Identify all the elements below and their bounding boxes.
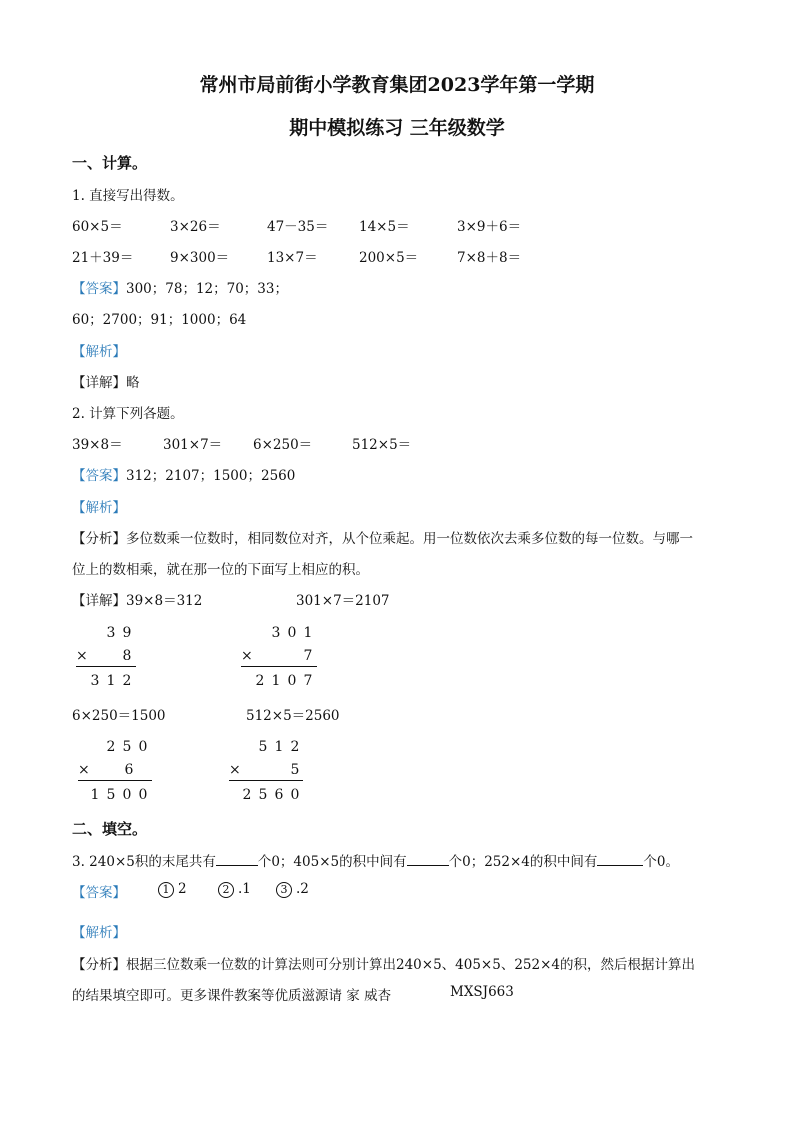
q3-text: 个0。 [643, 854, 679, 870]
digit: 3 [90, 673, 100, 689]
circled-number: 2 [218, 882, 234, 898]
q2-detail [72, 589, 202, 609]
circled-number: 1 [158, 882, 174, 898]
q1-item: 21＋39＝ [72, 250, 134, 266]
digit: 1 [303, 625, 313, 641]
q3-text: 个0；252×4的积中间有 [448, 854, 598, 870]
times-sign: × [229, 762, 241, 778]
digit: 5 [106, 787, 116, 803]
answer-text: 312；2107；1500；2560 [126, 468, 296, 484]
answer-item [158, 881, 187, 898]
digit: 1 [274, 739, 284, 755]
digit: 9 [122, 625, 132, 641]
q1-item: 3×26＝ [170, 219, 221, 235]
digit: 2 [255, 673, 265, 689]
answer-tag: 【答案】 [72, 468, 126, 484]
digit: 7 [303, 648, 313, 664]
answer-tag: 【答案】 [72, 885, 126, 901]
analysis-tag: 【解析】 [72, 500, 126, 516]
digit: 0 [287, 673, 297, 689]
q2-item: 512×5＝ [352, 437, 412, 453]
digit: 2 [122, 673, 132, 689]
fill-blank[interactable] [216, 853, 258, 866]
digit: 5 [258, 739, 268, 755]
digit: 0 [290, 787, 300, 803]
digit: 5 [122, 739, 132, 755]
equation: 6×250＝1500 [72, 708, 166, 724]
detail-tag: 【详解】 [72, 593, 126, 609]
fenxi-tag: 【分析】 [72, 957, 126, 973]
digit: 0 [287, 625, 297, 641]
times-sign: × [76, 648, 88, 664]
q1-answer [72, 277, 288, 297]
analysis-tag: 【解析】 [72, 344, 126, 360]
page-title: 常州市局前街小学教育集团2023学年第一学期 [199, 74, 595, 96]
digit: 2 [290, 739, 300, 755]
q1-item: 13×7＝ [267, 250, 318, 266]
q1-item: 47－35＝ [267, 219, 329, 235]
q3-text: 个0；405×5的积中间有 [257, 854, 407, 870]
q1-prompt: 1. 直接写出得数。 [72, 188, 184, 204]
digit: 5 [258, 787, 268, 803]
answer-item [276, 881, 309, 898]
digit: 1 [106, 673, 116, 689]
fenxi-text: 根据三位数乘一位数的计算法则可分别计算出240×5、405×5、252×4的积，然后根据计算出 [126, 957, 696, 973]
section-heading-2: 二、填空。 [72, 820, 148, 838]
digit: 0 [138, 739, 148, 755]
q2-item: 301×7＝ [163, 437, 223, 453]
answer-value: .1 [238, 881, 251, 897]
digit: 2 [106, 739, 116, 755]
q2-item: 39×8＝ [72, 437, 123, 453]
divider-line [241, 666, 317, 667]
q1-detail [72, 371, 140, 391]
digit: 3 [106, 625, 116, 641]
digit: 3 [271, 625, 281, 641]
q1-item: 60×5＝ [72, 219, 123, 235]
q2-item: 6×250＝ [253, 437, 313, 453]
detail-tag: 【详解】 [72, 375, 126, 391]
answer-value: 2 [178, 881, 187, 897]
equation: 39×8＝312 [126, 593, 203, 609]
fill-blank[interactable] [597, 853, 643, 866]
digit: 1 [271, 673, 281, 689]
digit: 5 [290, 762, 300, 778]
q1-item: 200×5＝ [359, 250, 419, 266]
equation: 301×7＝2107 [296, 593, 390, 609]
q1-item: 14×5＝ [359, 219, 410, 235]
q3-prompt [72, 850, 679, 870]
digit: 8 [122, 648, 132, 664]
q3-fenxi-line2: 的结果填空即可。更多课件教案等优质滋源请 家 威杏 [72, 988, 392, 1004]
q2-fenxi-line2: 位上的数相乘，就在那一位的下面写上相应的积。 [72, 562, 369, 578]
digit: 0 [122, 787, 132, 803]
digit: 2 [242, 787, 252, 803]
q3-text: 3. 240×5积的末尾共有 [72, 854, 216, 870]
answer-tag: 【答案】 [72, 281, 126, 297]
q2-answer [72, 464, 295, 484]
analysis-tag: 【解析】 [72, 925, 126, 941]
section-heading-1: 一、计算。 [72, 154, 148, 172]
answer-value: .2 [296, 881, 309, 897]
digit: 0 [138, 787, 148, 803]
fill-blank[interactable] [407, 853, 449, 866]
divider-line [76, 666, 136, 667]
divider-line [78, 780, 152, 781]
times-sign: × [78, 762, 90, 778]
digit: 6 [274, 787, 284, 803]
divider-line [229, 780, 303, 781]
digit: 6 [124, 762, 134, 778]
q1-item: 9×300＝ [170, 250, 230, 266]
resource-code: MXSJ663 [450, 984, 514, 1000]
equation: 512×5＝2560 [246, 708, 340, 724]
page-subtitle: 期中模拟练习 三年级数学 [289, 117, 505, 139]
digit: 1 [90, 787, 100, 803]
q2-fenxi [72, 527, 693, 547]
fenxi-text: 多位数乘一位数时，相同数位对齐，从个位乘起。用一位数依次去乘多位数的每一位数。与哪一 [126, 531, 693, 547]
digit: 7 [303, 673, 313, 689]
fenxi-tag: 【分析】 [72, 531, 126, 547]
answer-text: 300；78；12；70；33； [126, 281, 288, 297]
times-sign: × [241, 648, 253, 664]
circled-number: 3 [276, 882, 292, 898]
q1-answer-line2: 60；2700；91；1000；64 [72, 312, 247, 328]
detail-text: 略 [126, 375, 140, 391]
q2-prompt: 2. 计算下列各题。 [72, 406, 184, 422]
q1-item: 7×8＋8＝ [457, 250, 522, 266]
q3-answer [72, 881, 126, 901]
q1-item: 3×9＋6＝ [457, 219, 522, 235]
answer-item [218, 881, 251, 898]
q3-fenxi [72, 953, 695, 973]
